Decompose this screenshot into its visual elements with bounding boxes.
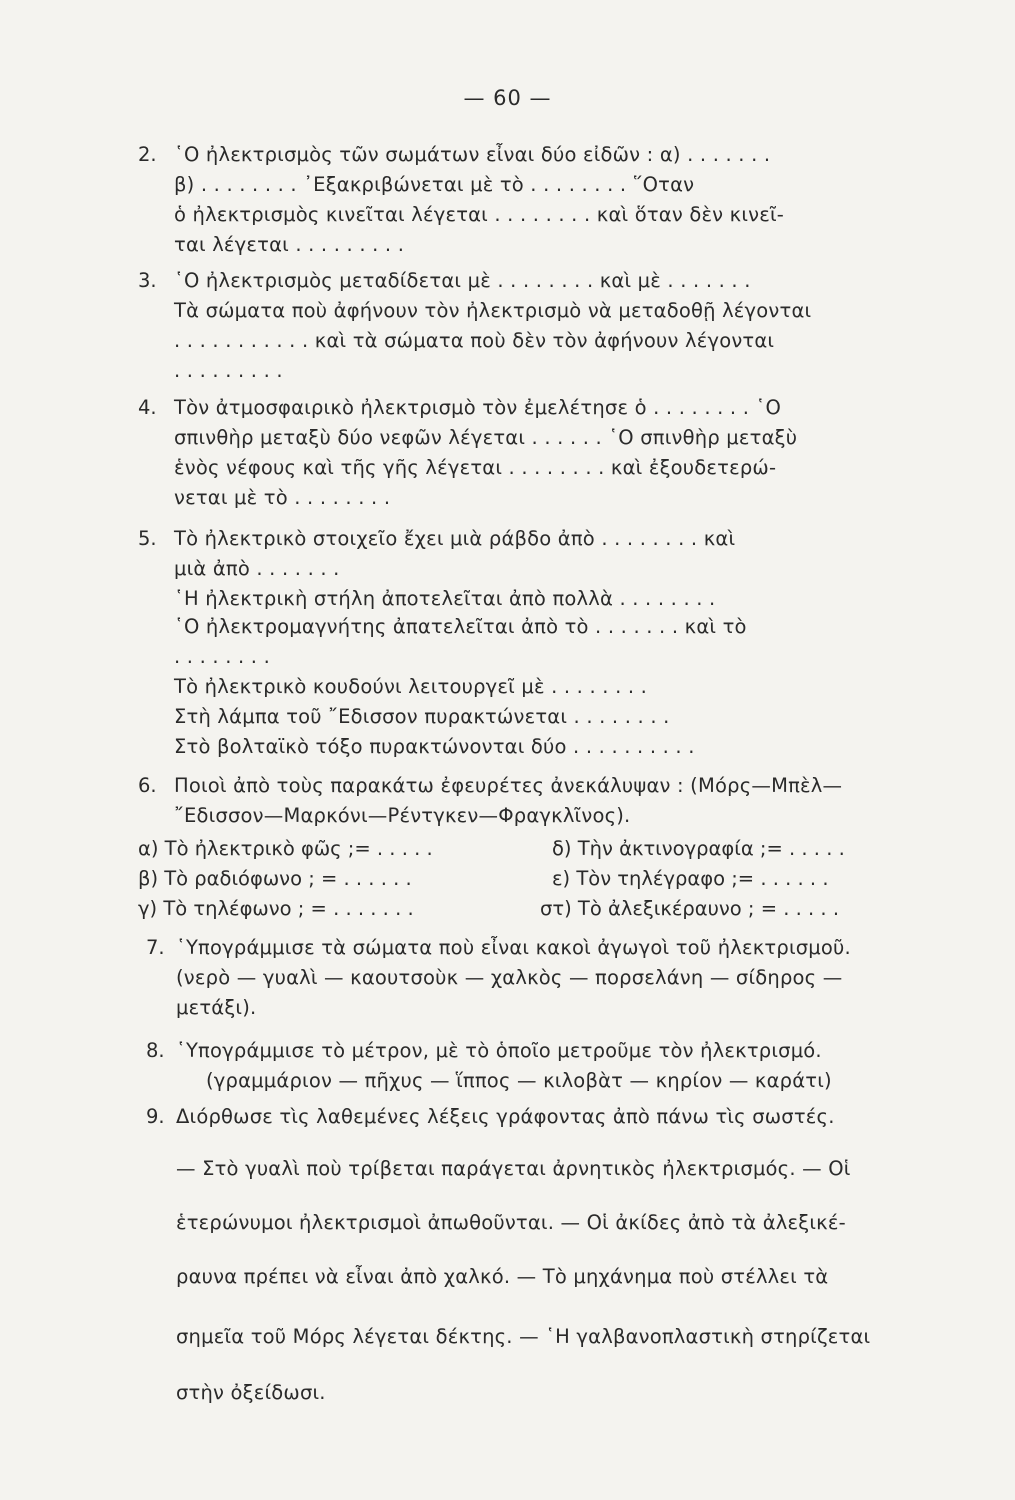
question-8-line-2: (γραμμάριον — πῆχυς — ἵππος — κιλοβὰτ — κηρίον — καράτι) — [206, 1069, 832, 1092]
question-5-line-8: Στὸ βολταϊκὸ τόξο πυρακτώνονται δύο . . . . . . . . . . — [174, 735, 695, 758]
question-5-line-1: Τὸ ἠλεκτρικὸ στοιχεῖο ἔχει μιὰ ράβδο ἀπὸ . . . . . . . . καὶ — [174, 527, 736, 550]
question-5-line-3: ῾Η ἠλεκτρικὴ στήλη ἀποτελεῖται ἀπὸ πολλὰ . . . . . . . . — [174, 587, 716, 610]
question-2-line-2: β) . . . . . . . . ᾿Εξακριβώνεται μὲ τὸ . . . . . . . . ῞Οταν — [174, 173, 695, 196]
question-7-number: 7. — [146, 936, 165, 959]
question-6-option-e: ε) Τὸν τηλέγραφο ;= . . . . . . — [552, 867, 829, 890]
question-9-line-1: Διόρθωσε τὶς λαθεμένες λέξεις γράφοντας ἀπὸ πάνω τὶς σωστές. — [176, 1105, 835, 1128]
question-3-line-3: . . . . . . . . . . . καὶ τὰ σώματα ποὺ δὲν τὸν ἀφήνουν λέγονται — [174, 329, 775, 352]
question-6-option-st: στ) Τὸ ἀλεξικέραυνο ; = . . . . . — [540, 897, 840, 920]
question-4-number: 4. — [138, 396, 157, 419]
page-number: — 60 — — [463, 86, 552, 110]
question-9-line-2: — Στὸ γυαλὶ ποὺ τρίβεται παράγεται ἀρνητικὸς ἠλεκτρισμός. — Οἱ — [176, 1157, 851, 1180]
question-5-line-4: ῾Ο ἠλεκτρομαγνήτης ἀπατελεῖται ἀπὸ τὸ . . . . . . . καὶ τὸ — [174, 615, 747, 638]
question-5-number: 5. — [138, 527, 157, 550]
question-6-number: 6. — [138, 774, 157, 797]
question-9-number: 9. — [146, 1105, 165, 1128]
question-6-option-b: β) Τὸ ραδιόφωνο ; = . . . . . . — [138, 867, 412, 890]
question-5-line-2: μιὰ ἀπὸ . . . . . . . — [174, 557, 340, 580]
question-6-option-g: γ) Τὸ τηλέφωνο ; = . . . . . . . — [138, 897, 414, 920]
question-4-line-1: Τὸν ἀτμοσφαιρικὸ ἠλεκτρισμὸ τὸν ἐμελέτησε ὁ . . . . . . . . ῾Ο — [174, 396, 782, 419]
question-7-line-3: μετάξι). — [176, 996, 257, 1019]
question-4-line-2: σπινθὴρ μεταξὺ δύο νεφῶν λέγεται . . . . . . ῾Ο σπινθὴρ μεταξὺ — [174, 426, 798, 449]
question-6-option-d: δ) Τὴν ἀκτινογραφία ;= . . . . . — [552, 837, 845, 860]
question-6-line-2: ῎Εδισσον—Μαρκόνι—Ρέντγκεν—Φραγκλῖνος). — [174, 804, 631, 827]
question-5-line-6: Τὸ ἠλεκτρικὸ κουδούνι λειτουργεῖ μὲ . . . . . . . . — [174, 675, 648, 698]
question-2-line-3: ὁ ἠλεκτρισμὸς κινεῖται λέγεται . . . . . . . . καὶ ὅταν δὲν κινεῖ- — [174, 203, 785, 226]
question-9-line-4: ραυνα πρέπει νὰ εἶναι ἀπὸ χαλκό. — Τὸ μηχάνημα ποὺ στέλλει τὰ — [176, 1265, 829, 1288]
question-2-line-4: ται λέγεται . . . . . . . . . — [174, 233, 405, 256]
question-7-line-1: ῾Υπογράμμισε τὰ σώματα ποὺ εἶναι κακοὶ ἀγωγοὶ τοῦ ἠλεκτρισμοῦ. — [176, 936, 851, 959]
question-3-line-1: ῾Ο ἠλεκτρισμὸς μεταδίδεται μὲ . . . . . . . . καὶ μὲ . . . . . . . — [174, 269, 751, 292]
question-4-line-4: νεται μὲ τὸ . . . . . . . . — [174, 486, 391, 509]
question-5-line-5: . . . . . . . . — [174, 645, 270, 668]
question-2-line-1: ῾Ο ἠλεκτρισμὸς τῶν σωμάτων εἶναι δύο εἰδῶν : α) . . . . . . . — [174, 143, 771, 166]
question-4-line-3: ἑνὸς νέφους καὶ τῆς γῆς λέγεται . . . . . . . . καὶ ἐξουδετερώ- — [174, 456, 777, 479]
question-8-line-1: ῾Υπογράμμισε τὸ μέτρον, μὲ τὸ ὁποῖο μετροῦμε τὸν ἠλεκτρισμό. — [176, 1039, 822, 1062]
question-9-line-6: στὴν ὀξείδωσι. — [176, 1381, 326, 1404]
question-2-number: 2. — [138, 143, 157, 166]
question-9-line-3: ἑτερώνυμοι ἠλεκτρισμοὶ ἀπωθοῦνται. — Οἱ ἀκίδες ἀπὸ τὰ ἀλεξικέ- — [176, 1211, 846, 1234]
question-5-line-7: Στὴ λάμπα τοῦ ῎Εδισσον πυρακτώνεται . . . . . . . . — [174, 705, 670, 728]
question-3-line-4: . . . . . . . . . — [174, 359, 283, 382]
question-8-number: 8. — [146, 1039, 165, 1062]
question-3-line-2: Τὰ σώματα ποὺ ἀφήνουν τὸν ἠλεκτρισμὸ νὰ μεταδοθῇ λέγονται — [174, 299, 812, 322]
question-6-line-1: Ποιοὶ ἀπὸ τοὺς παρακάτω ἐφευρέτες ἀνεκάλυψαν : (Μόρς—Μπὲλ— — [174, 774, 843, 797]
question-7-line-2: (νερὸ — γυαλὶ — καουτσοὺκ — χαλκὸς — πορσελάνη — σίδηρος — — [176, 966, 843, 989]
question-3-number: 3. — [138, 269, 157, 292]
question-9-line-5: σημεῖα τοῦ Μόρς λέγεται δέκτης. — ῾Η γαλβανοπλαστικὴ στηρίζεται — [176, 1325, 871, 1348]
question-6-option-a: α) Τὸ ἠλεκτρικὸ φῶς ;= . . . . . — [138, 837, 433, 860]
